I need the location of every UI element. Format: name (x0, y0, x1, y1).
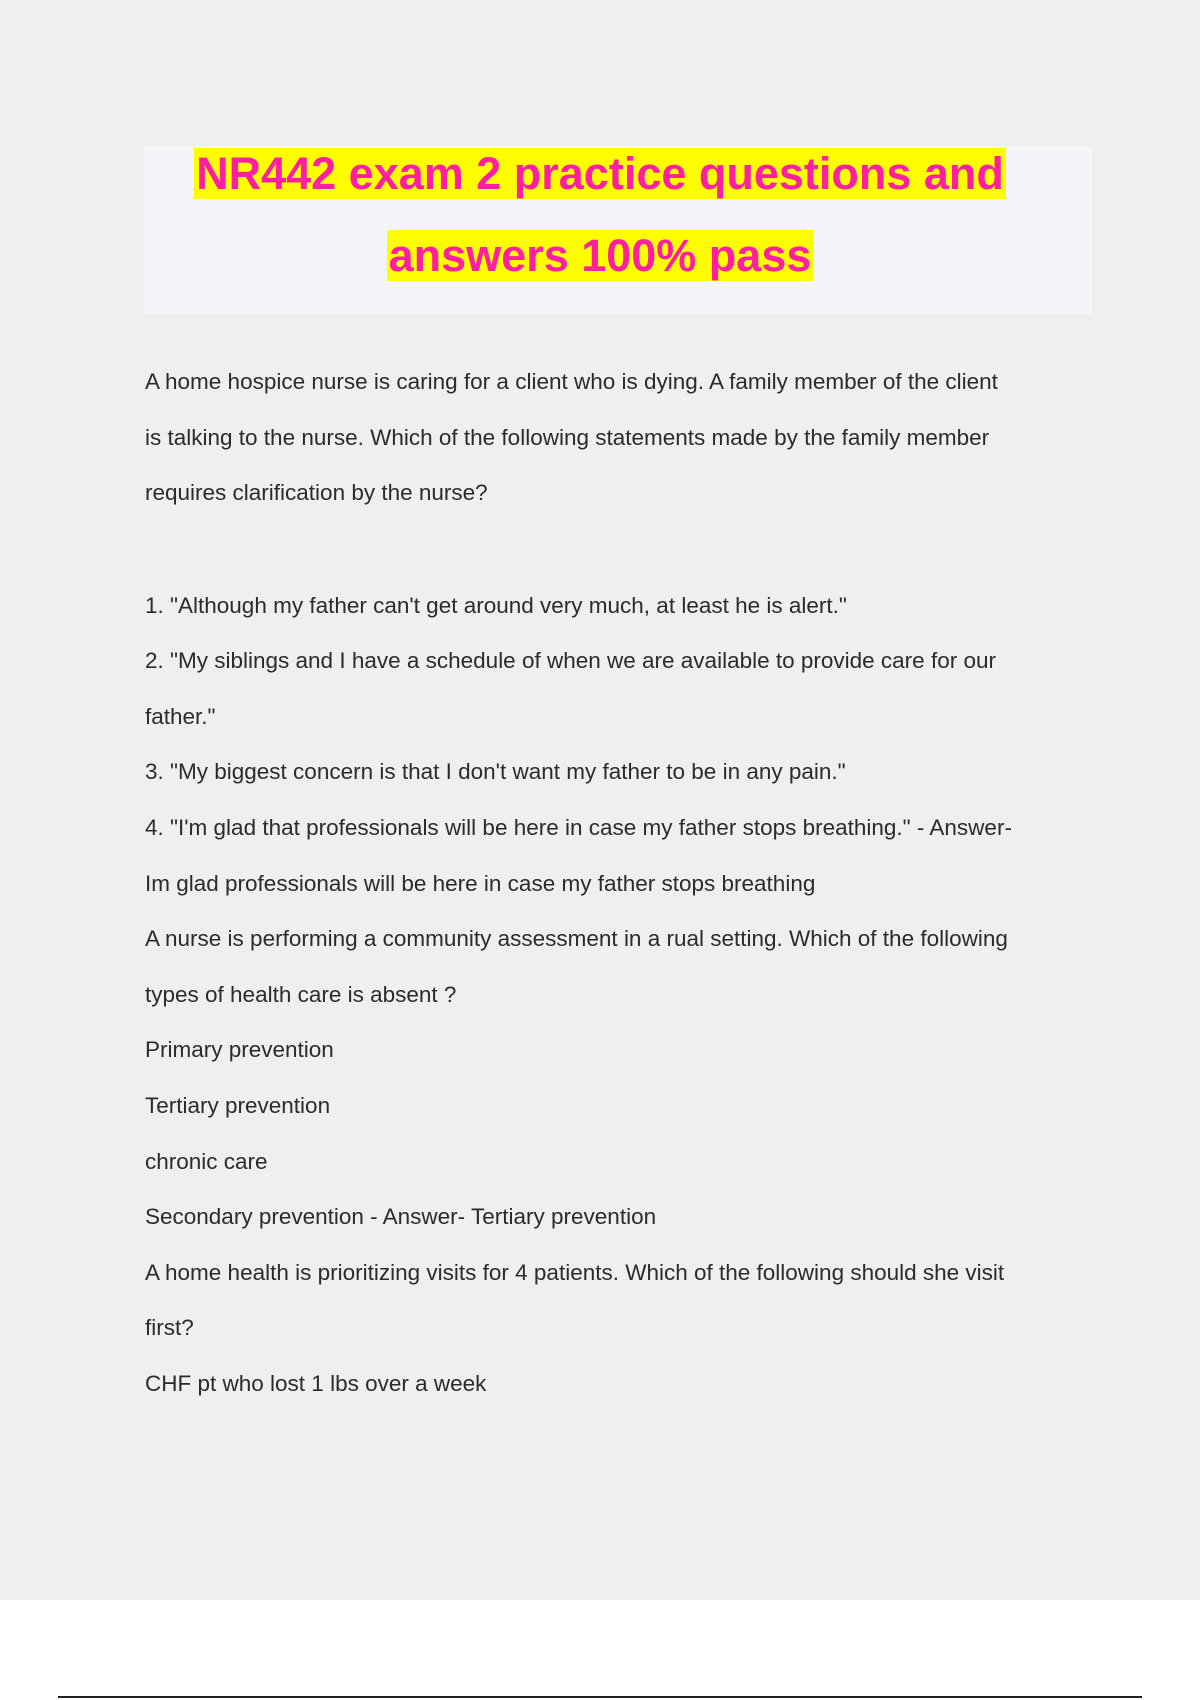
text-line: A nurse is performing a community assessment in a rual setting. Which of the following (145, 926, 1008, 951)
text-line: requires clarification by the nurse? (145, 480, 488, 505)
text-line: Im glad professionals will be here in case my father stops breathing (145, 871, 816, 896)
document-title-line-2: answers 100% pass (388, 230, 812, 281)
text-line: A home health is prioritizing visits for 4 patients. Which of the following should she visit (145, 1260, 1005, 1285)
text-line: 3. "My biggest concern is that I don't want my father to be in any pain." (145, 759, 846, 784)
text-line: father." (145, 704, 216, 729)
text-line: CHF pt who lost 1 lbs over a week (145, 1371, 487, 1396)
document-title-line-1: NR442 exam 2 practice questions and (196, 148, 1004, 199)
text-line: Secondary prevention - Answer- Tertiary prevention (145, 1204, 657, 1229)
footer-divider (58, 1696, 1142, 1698)
text-line: 4. "I'm glad that professionals will be here in case my father stops breathing." - Answer- (145, 815, 1012, 840)
text-line: 1. "Although my father can't get around very much, at least he is alert." (145, 593, 847, 618)
text-line: chronic care (145, 1149, 268, 1174)
text-line: Primary prevention (145, 1037, 334, 1062)
text-line: is talking to the nurse. Which of the following statements made by the family member (145, 425, 990, 450)
text-line: A home hospice nurse is caring for a client who is dying. A family member of the client (145, 369, 998, 394)
text-line: first? (145, 1315, 194, 1340)
text-line: 2. "My siblings and I have a schedule of when we are available to provide care for our (145, 648, 996, 673)
text-line: Tertiary prevention (145, 1093, 331, 1118)
text-line: types of health care is absent ? (145, 982, 457, 1007)
